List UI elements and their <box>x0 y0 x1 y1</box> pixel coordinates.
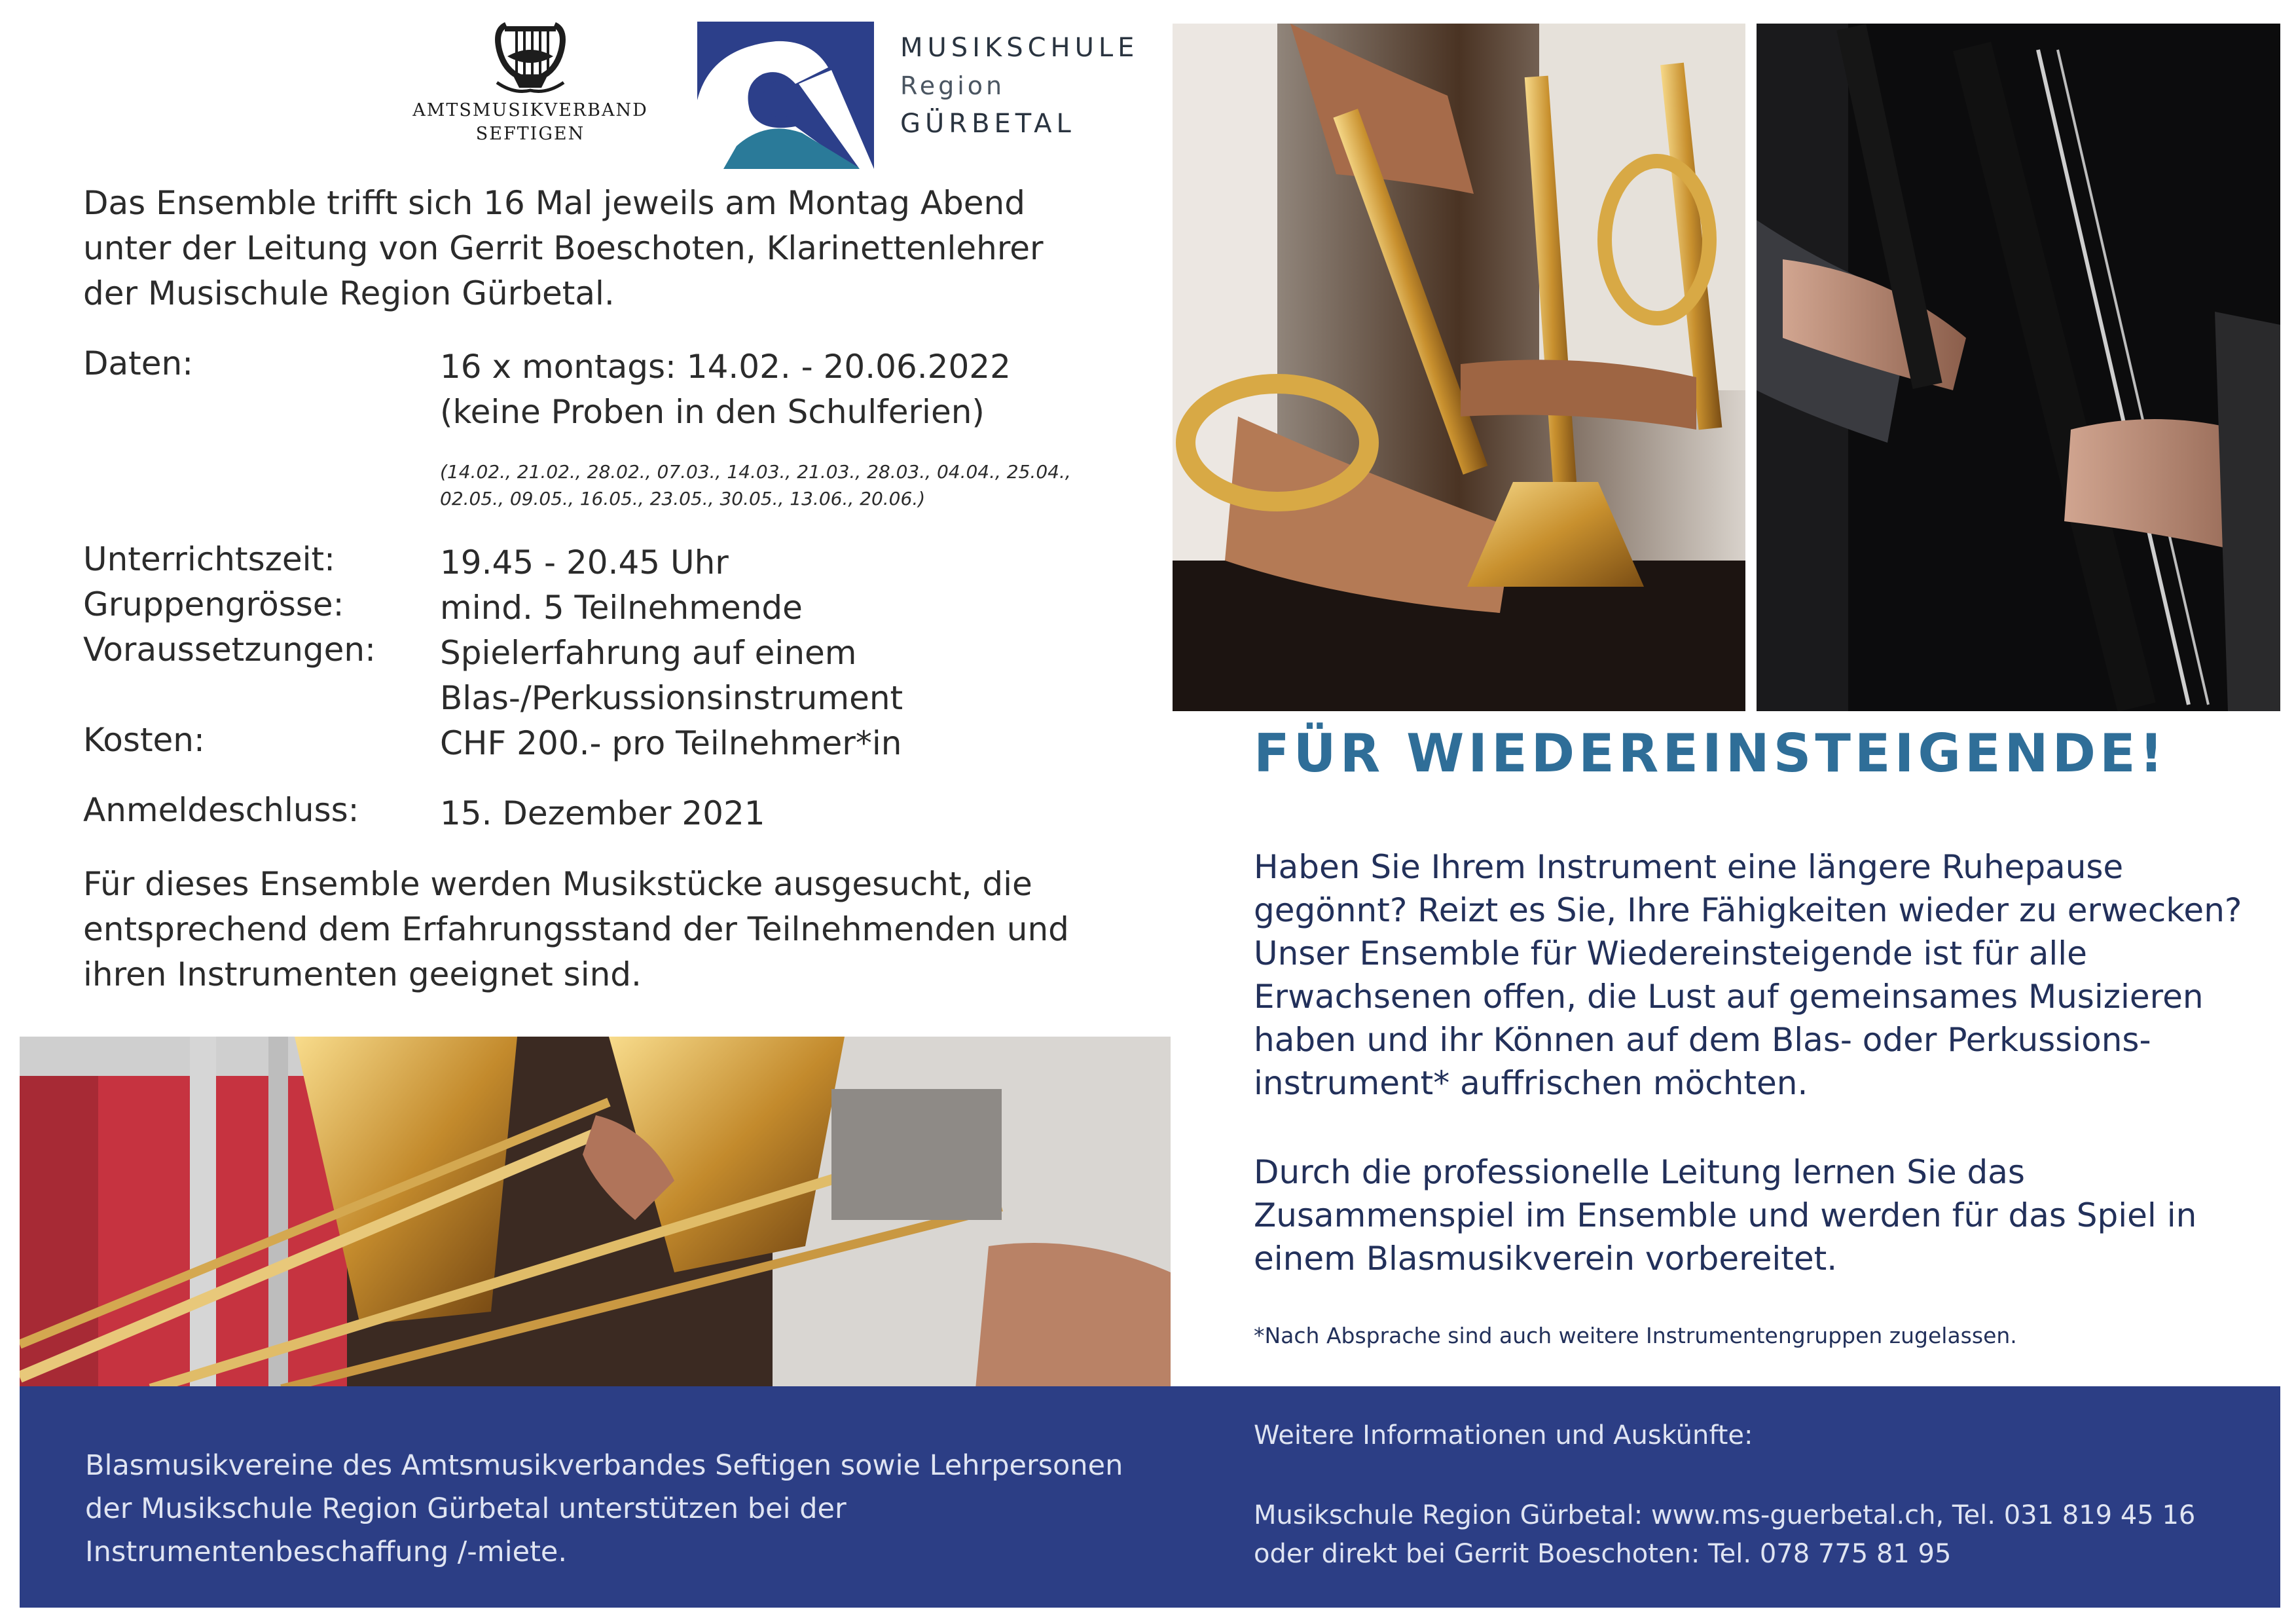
paragraph-invitation: Haben Sie Ihrem Instrument eine längere Ruhepause gegönnt? Reizt es Sie, Ihre Fähigkeiten wieder zu erwecken? Unser Ensemble für Wiedereinsteigende ist für alle Erwachsenen offen, die Lust auf gemeinsames Musizieren haben und ihr Können auf dem Blas- oder Perkussions-instrument* auffrischen möchten. <box>1254 848 2242 1102</box>
daten-value: 16 x montags: 14.02. - 20.06.2022 <box>440 348 1011 386</box>
gruppe-label: Gruppengrösse: <box>83 585 344 623</box>
musikschule-wordmark <box>900 29 1162 143</box>
intro-text: Das Ensemble trifft sich 16 Mal jeweils am Montag Abend unter der Leitung von Gerrit Boeschoten, Klarinettenlehrer der Musischule Region Gürbetal. <box>83 184 1044 312</box>
daten-value-block <box>440 344 1134 435</box>
zeit-label: Unterrichtszeit: <box>83 540 335 578</box>
footer-contact-musikschule[interactable]: Musikschule Region Gürbetal: www.ms-guerbetal.ch, Tel. 031 819 45 16 <box>1254 1500 2196 1530</box>
kosten-label: Kosten: <box>83 721 205 759</box>
gruppe-value: mind. 5 Teilnehmende <box>440 589 803 627</box>
outro-text: Für dieses Ensemble werden Musikstücke ausgesucht, die entsprechend dem Erfahrungsstand der Teilnehmenden und ihren Instrumenten geeignet sind. <box>83 865 1069 993</box>
amv-name-line1: AMTSMUSIKVERBAND <box>412 100 648 120</box>
daten-label: Daten: <box>83 344 194 382</box>
footer-support-text: Blasmusikvereine des Amtsmusikverbandes Seftigen sowie Lehrpersonen der Musikschule Region Gürbetal unterstützen bei der Instrumentenbeschaffung /-miete. <box>85 1449 1123 1568</box>
paragraph-leadership: Durch die professionelle Leitung lernen Sie das Zusammenspiel im Ensemble und werden für das Spiel in einem Blasmusikverein vorbereitet. <box>1254 1153 2197 1278</box>
clarinet-players-photo <box>1757 24 2280 711</box>
lyre-emblem-icon <box>488 17 573 99</box>
zeit-value: 19.45 - 20.45 Uhr <box>440 544 729 581</box>
anmeldeschluss-label: Anmeldeschluss: <box>83 791 359 829</box>
amtsmusikverband-logo <box>393 17 668 161</box>
amv-name-line2: SEFTIGEN <box>475 124 585 144</box>
voraussetzungen-label: Voraussetzungen: <box>83 631 376 669</box>
trumpet-players-photo <box>1173 24 1745 711</box>
footer-band <box>20 1386 2280 1608</box>
voraussetzungen-value: Spielerfahrung auf einem Blas-/Perkussionsinstrument <box>440 634 903 717</box>
daten-list: (14.02., 21.02., 28.02., 07.03., 14.03., 21.03., 28.03., 04.04., 25.04., 02.05., 09.05., 16.05., 23.05., 30.05., 13.06., 20.06.) <box>440 461 1071 509</box>
footer-contact-lines <box>1254 1496 2262 1574</box>
trombone-players-photo <box>20 1037 1171 1389</box>
anmeldeschluss-value: 15. Dezember 2021 <box>440 794 765 832</box>
ms-wordmark-line1: MUSIKSCHULE <box>900 33 1139 63</box>
daten-note: (keine Proben in den Schulferien) <box>440 393 985 431</box>
musikschule-logo-icon <box>697 22 874 169</box>
footer-contact-boeschoten[interactable]: oder direkt bei Gerrit Boeschoten: Tel. 078 775 81 95 <box>1254 1539 1952 1569</box>
kosten-value: CHF 200.- pro Teilnehmer*in <box>440 724 902 762</box>
ms-wordmark-line2: Region <box>900 71 1006 100</box>
footer-contact-title: Weitere Informationen und Auskünfte: <box>1254 1420 1753 1450</box>
footnote: *Nach Absprache sind auch weitere Instrumentengruppen zugelassen. <box>1254 1323 2017 1348</box>
ms-wordmark-line3: GÜRBETAL <box>900 109 1076 139</box>
headline: FÜR WIEDEREINSTEIGENDE! <box>1254 723 2168 784</box>
